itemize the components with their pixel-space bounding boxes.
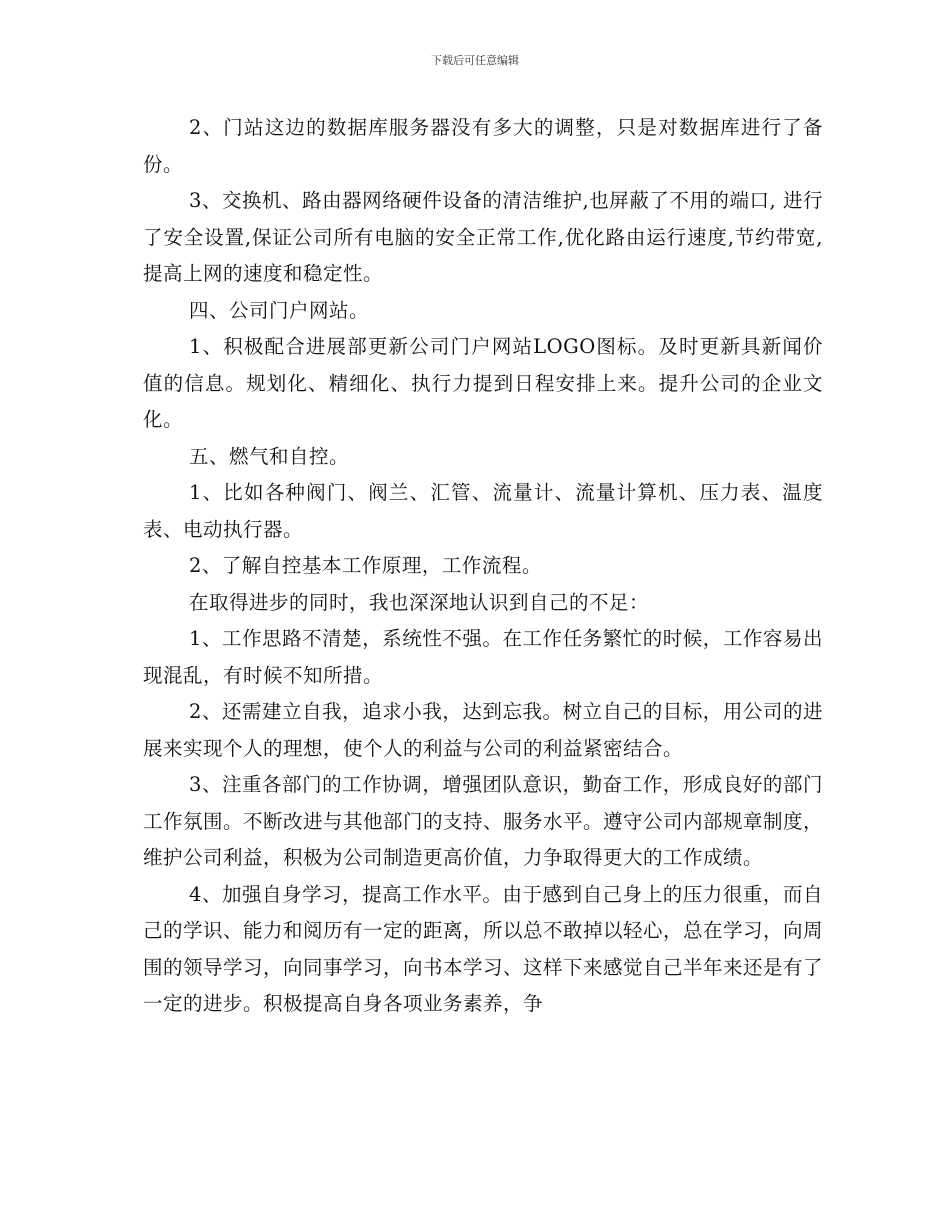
paragraph-portal-update: 1、积极配合进展部更新公司门户网站LOGO图标。及时更新具新闻价值的信息。规划化、精细化、执行力提到日程安排上来。提升公司的企业文化。 (143, 335, 823, 431)
section-heading-gas-control: 五、燃气和自控。 (189, 444, 350, 468)
paragraph-network-maintenance: 3、交换机、路由器网络硬件设备的清洁维护,也屏蔽了不用的端口, 进行了安全设置,保证公司所有电脑的安全正常工作,优化路由运行速度,节约带宽,提高上网的速度和稳定性。 (143, 189, 823, 285)
paragraph-shortcoming-4: 4、加强自身学习，提高工作水平。由于感到自己身上的压力很重，而自己的学识、能力和阅历有一定的距离，所以总不敢掉以轻心，总在学习，向周围的领导学习，向同事学习，向书本学习、这样下来感觉自己半年来还是有了一定的进步。积极提高自身各项业务素养，争 (143, 882, 824, 1015)
section-heading-portal: 四、公司门户网站。 (189, 298, 370, 322)
paragraph-control-principles: 2、了解自控基本工作原理，工作流程。 (189, 554, 542, 577)
paragraph-shortcoming-3: 3、注重各部门的工作协调，增强团队意识，勤奋工作，形成良好的部门工作氛围。不断改进与其他部门的支持、服务水平。遵守公司内部规章制度，维护公司利益，积极为公司制造更高价值，力争取得更大的工作成绩。 (143, 773, 824, 869)
page-header-note: 下载后可任意编辑 (431, 54, 519, 67)
paragraph-database-backup: 2、门站这边的数据库服务器没有多大的调整，只是对数据库进行了备份。 (143, 116, 823, 176)
paragraph-shortcoming-1: 1、工作思路不清楚，系统性不强。在工作任务繁忙的时候，工作容易出现混乱，有时候不知所措。 (143, 627, 823, 687)
document-body (143, 110, 823, 1023)
paragraph-equipment-list: 1、比如各种阀门、阀兰、汇管、流量计、流量计算机、压力表、温度表、电动执行器。 (143, 481, 823, 541)
paragraph-shortcoming-2: 2、还需建立自我，追求小我，达到忘我。树立自己的目标，用公司的进展来实现个人的理想，使个人的利益与公司的利益紧密结合。 (143, 700, 823, 760)
paragraph-shortcomings-intro: 在取得进步的同时，我也深深地认识到自己的不足： (189, 590, 650, 614)
